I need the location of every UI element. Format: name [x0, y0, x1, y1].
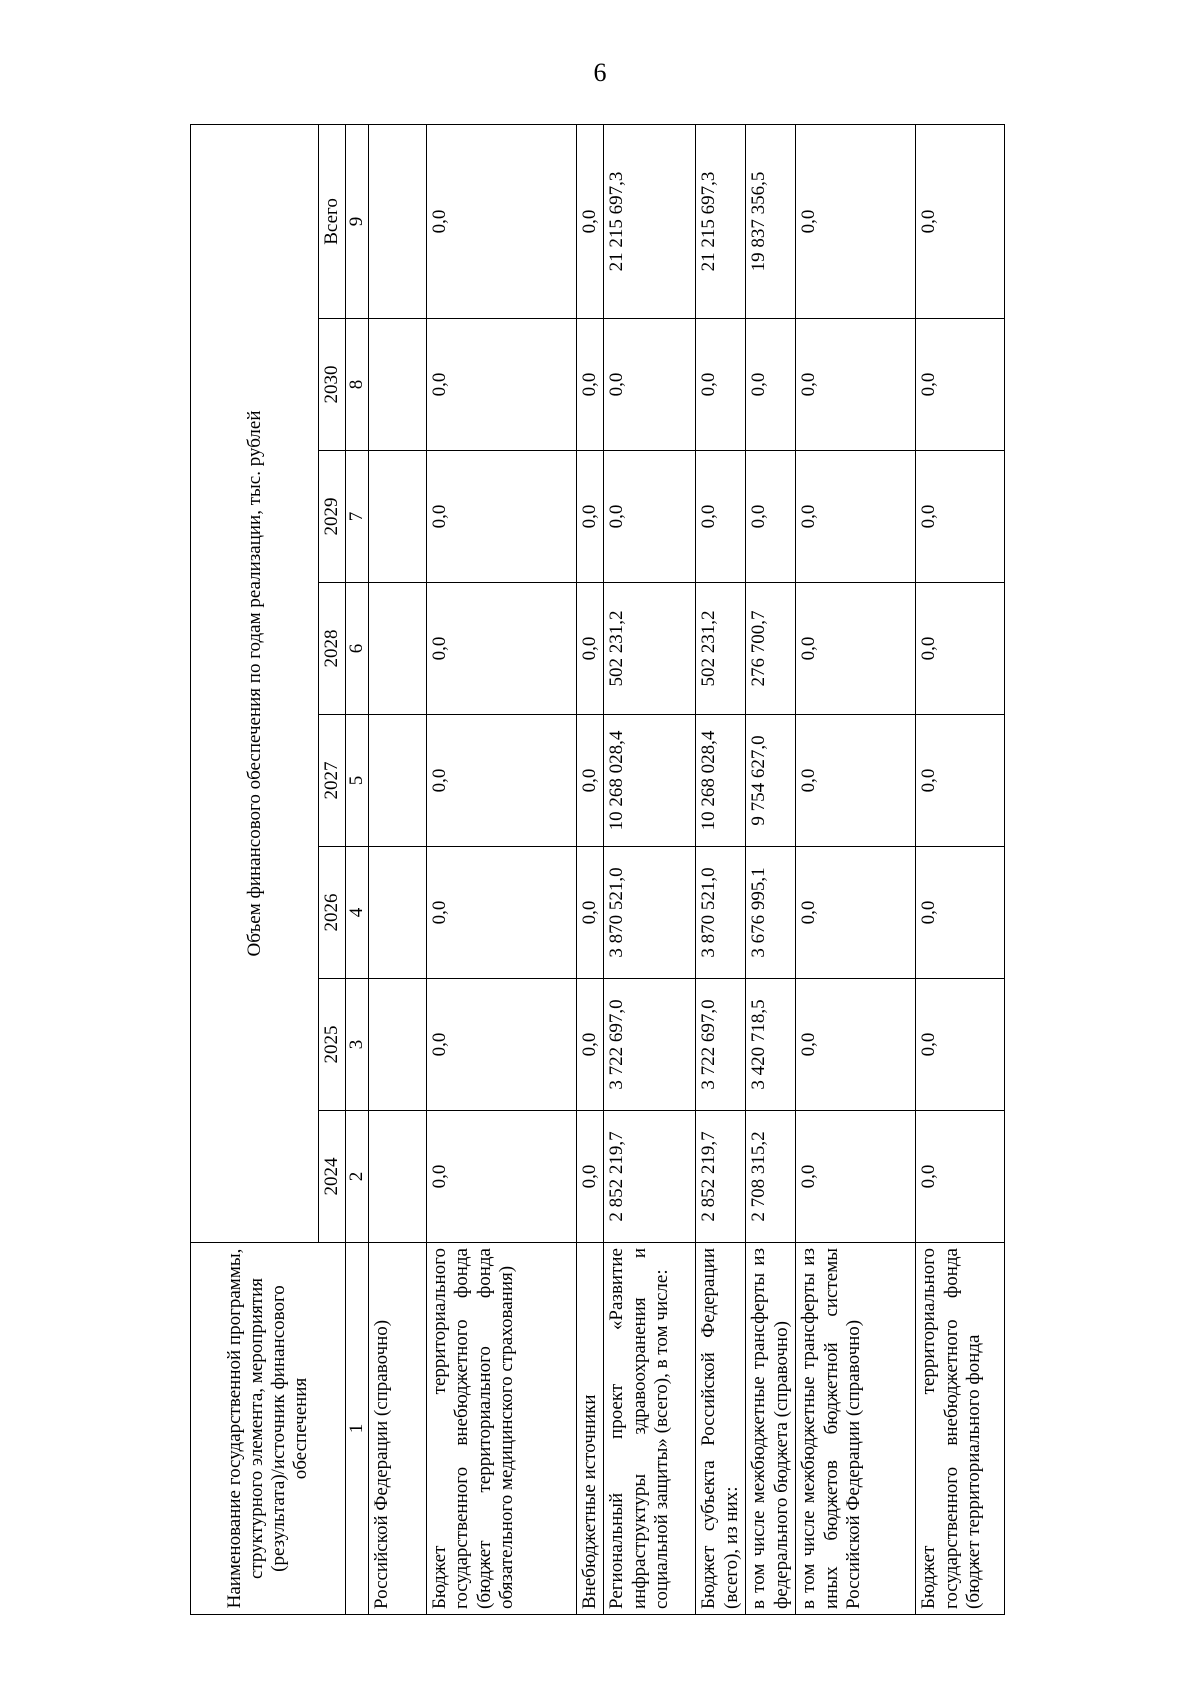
value-cell: 0,0: [796, 451, 916, 583]
value-cell: [369, 847, 427, 979]
row-name-cell: Бюджет субъекта Российской Федерации (всего), из них:: [696, 1243, 746, 1615]
table-body: [369, 124, 1005, 1614]
value-cell: 0,0: [427, 451, 577, 583]
header-name-cell: Наименование государственной программы, структурного элемента, мероприятия (результата)/источник финансового обеспечения: [191, 1243, 346, 1615]
row-name-cell: в том числе межбюджетные трансферты из иных бюджетов бюджетной системы Российской Федерации (справочно): [796, 1243, 916, 1615]
value-cell: 0,0: [427, 319, 577, 451]
value-cell: [369, 1111, 427, 1243]
column-index-cell: 3: [346, 979, 369, 1111]
value-cell: 10 268 028,4: [604, 715, 696, 847]
value-cell: 0,0: [604, 451, 696, 583]
value-cell: 0,0: [796, 979, 916, 1111]
value-cell: 0,0: [427, 979, 577, 1111]
value-cell: [369, 715, 427, 847]
value-cell: [369, 979, 427, 1111]
column-index-cell: 6: [346, 583, 369, 715]
value-cell: 19 837 356,5: [746, 124, 796, 318]
value-cell: 0,0: [916, 847, 1005, 979]
value-cell: 0,0: [916, 715, 1005, 847]
value-cell: 0,0: [916, 319, 1005, 451]
value-cell: 3 722 697,0: [604, 979, 696, 1111]
year-cell: Всего: [319, 124, 346, 318]
year-cell: 2025: [319, 979, 346, 1111]
value-cell: 3 420 718,5: [746, 979, 796, 1111]
value-cell: 0,0: [796, 1111, 916, 1243]
table-row: [427, 124, 577, 1614]
table-row: [604, 124, 696, 1614]
value-cell: 21 215 697,3: [696, 124, 746, 318]
value-cell: 0,0: [916, 124, 1005, 318]
row-name-cell: Бюджет территориального государственного внебюджетного фонда (бюджет территориального фонда обязательного медицинского страхования): [427, 1243, 577, 1615]
value-cell: 0,0: [696, 319, 746, 451]
rotated-table-frame: [190, 125, 990, 1615]
value-cell: 0,0: [577, 979, 604, 1111]
value-cell: 0,0: [577, 451, 604, 583]
value-cell: 502 231,2: [696, 583, 746, 715]
value-cell: 0,0: [577, 124, 604, 318]
value-cell: 0,0: [916, 451, 1005, 583]
year-cell: 2024: [319, 1111, 346, 1243]
value-cell: 276 700,7: [746, 583, 796, 715]
value-cell: 10 268 028,4: [696, 715, 746, 847]
column-index-cell: 7: [346, 451, 369, 583]
value-cell: 9 754 627,0: [746, 715, 796, 847]
value-cell: 0,0: [916, 583, 1005, 715]
column-index-cell: 2: [346, 1111, 369, 1243]
value-cell: 502 231,2: [604, 583, 696, 715]
value-cell: 2 852 219,7: [696, 1111, 746, 1243]
table-row: [696, 124, 746, 1614]
value-cell: [369, 124, 427, 318]
value-cell: 0,0: [796, 583, 916, 715]
row-name-cell: Региональный проект «Развитие инфраструктуры здравоохранения и социальной защиты» (всего), в том числе:: [604, 1243, 696, 1615]
value-cell: [369, 583, 427, 715]
year-cell: 2026: [319, 847, 346, 979]
column-index-cell: 9: [346, 124, 369, 318]
value-cell: 0,0: [916, 1111, 1005, 1243]
year-cell: 2030: [319, 319, 346, 451]
table-row: [369, 124, 427, 1614]
value-cell: 3 722 697,0: [696, 979, 746, 1111]
column-index-cell: 8: [346, 319, 369, 451]
year-cell: 2027: [319, 715, 346, 847]
rotated-table-area: [190, 125, 990, 1615]
year-cell: 2028: [319, 583, 346, 715]
table-row: [796, 124, 916, 1614]
value-cell: 0,0: [916, 979, 1005, 1111]
value-cell: 0,0: [577, 1111, 604, 1243]
value-cell: 0,0: [746, 319, 796, 451]
value-cell: 0,0: [427, 124, 577, 318]
value-cell: 0,0: [577, 583, 604, 715]
column-index-cell: 5: [346, 715, 369, 847]
value-cell: 3 676 995,1: [746, 847, 796, 979]
value-cell: 0,0: [577, 319, 604, 451]
row-name-cell: Внебюджетные источники: [577, 1243, 604, 1615]
table-row: [746, 124, 796, 1614]
table-row: [916, 124, 1005, 1614]
value-cell: 0,0: [577, 847, 604, 979]
row-name-cell: Бюджет территориального государственного внебюджетного фонда (бюджет территориального фонда: [916, 1243, 1005, 1615]
header-volume-cell: Объем финансового обеспечения по годам реализации, тыс. рублей: [191, 124, 319, 1242]
value-cell: 0,0: [427, 847, 577, 979]
value-cell: 0,0: [604, 319, 696, 451]
year-cell: 2029: [319, 451, 346, 583]
value-cell: [369, 319, 427, 451]
row-name-cell: Российской Федерации (справочно): [369, 1243, 427, 1615]
table-row: [577, 124, 604, 1614]
value-cell: 2 708 315,2: [746, 1111, 796, 1243]
value-cell: 0,0: [796, 715, 916, 847]
page-number: 6: [593, 58, 607, 87]
value-cell: 0,0: [696, 451, 746, 583]
value-cell: 0,0: [427, 1111, 577, 1243]
value-cell: 0,0: [796, 124, 916, 318]
value-cell: 0,0: [796, 319, 916, 451]
value-cell: 0,0: [577, 715, 604, 847]
value-cell: 0,0: [796, 847, 916, 979]
column-index-cell: 1: [346, 1243, 369, 1615]
row-name-cell: в том числе межбюджетные трансферты из федерального бюджета (справочно): [746, 1243, 796, 1615]
column-index-row: [346, 124, 369, 1614]
value-cell: 3 870 521,0: [604, 847, 696, 979]
value-cell: 21 215 697,3: [604, 124, 696, 318]
value-cell: 0,0: [746, 451, 796, 583]
value-cell: 0,0: [427, 583, 577, 715]
value-cell: [369, 451, 427, 583]
value-cell: 2 852 219,7: [604, 1111, 696, 1243]
value-cell: 3 870 521,0: [696, 847, 746, 979]
column-index-cell: 4: [346, 847, 369, 979]
value-cell: 0,0: [427, 715, 577, 847]
financing-table: [190, 124, 1005, 1615]
